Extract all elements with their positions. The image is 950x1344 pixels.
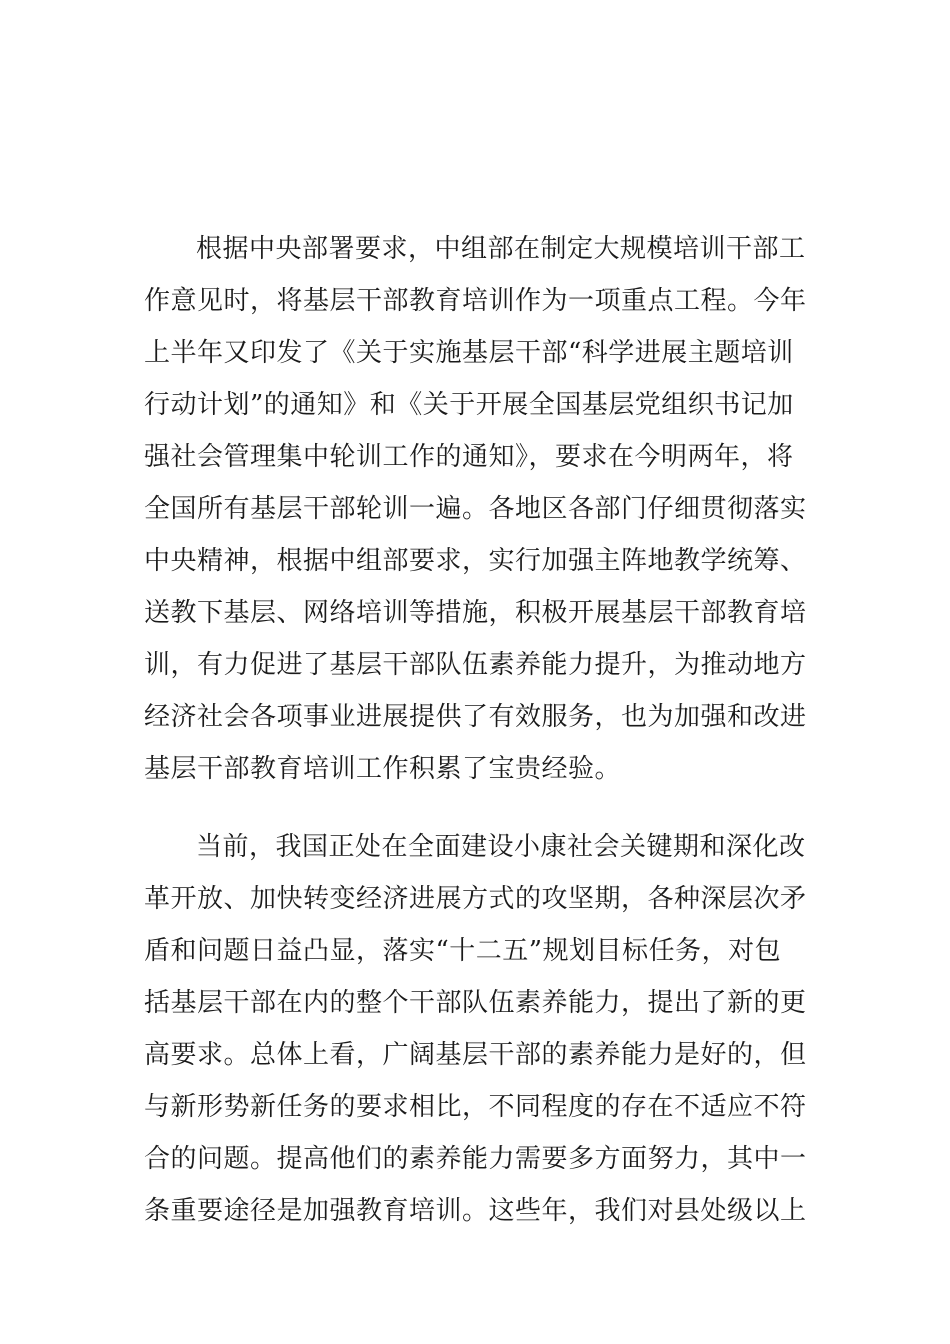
paragraph-line: 革开放、加快转变经济进展方式的攻坚期，各种深层次矛 (144, 884, 807, 914)
paragraph-line: 根据中央部署要求，中组部在制定大规模培训干部工 (196, 234, 806, 264)
paragraph-line: 行动计划”的通知》和《关于开展全国基层党组织书记加 (144, 390, 794, 420)
paragraph-line: 高要求。总体上看，广阔基层干部的素养能力是好的，但 (144, 1040, 807, 1070)
paragraph-line: 括基层干部在内的整个干部队伍素养能力，提出了新的更 (144, 988, 807, 1018)
paragraph-line: 上半年又印发了《关于实施基层干部“科学进展主题培训 (144, 338, 794, 368)
paragraph-line: 条重要途径是加强教育培训。这些年，我们对县处级以上 (144, 1196, 807, 1226)
paragraph-line: 全国所有基层干部轮训一遍。各地区各部门仔细贯彻落实 (144, 494, 807, 524)
paragraph-line: 合的问题。提高他们的素养能力需要多方面努力，其中一 (144, 1144, 807, 1174)
paragraph-line: 送教下基层、网络培训等措施，积极开展基层干部教育培 (144, 598, 807, 628)
paragraph-1 (144, 223, 808, 795)
paragraph-line: 训，有力促进了基层干部队伍素养能力提升，为推动地方 (144, 650, 807, 680)
paragraph-line: 中央精神，根据中组部要求，实行加强主阵地教学统筹、 (144, 546, 807, 576)
paragraph-line: 当前，我国正处在全面建设小康社会关键期和深化改 (196, 832, 806, 862)
paragraph-line: 与新形势新任务的要求相比，不同程度的存在不适应不符 (144, 1092, 807, 1122)
paragraph-line: 经济社会各项事业进展提供了有效服务，也为加强和改进 (144, 702, 807, 732)
paragraph-line: 作意见时，将基层干部教育培训作为一项重点工程。今年 (144, 286, 807, 316)
paragraph-line: 盾和问题日益凸显，落实“十二五”规划目标任务，对包 (144, 936, 782, 966)
paragraph-2 (144, 821, 808, 1237)
paragraph-line: 强社会管理集中轮训工作的通知》，要求在今明两年，将 (144, 442, 794, 472)
paragraph-line: 基层干部教育培训工作积累了宝贵经验。 (144, 754, 622, 784)
